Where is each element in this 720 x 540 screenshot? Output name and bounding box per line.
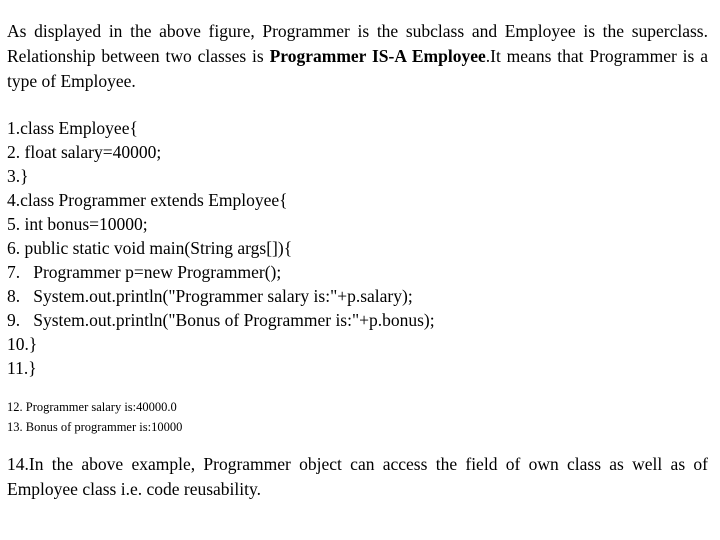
code-line: 9. System.out.println("Bonus of Programmer is:"+p.bonus);: [7, 310, 435, 330]
intro-paragraph: [7, 19, 708, 94]
code-line: 6. public static void main(String args[]){: [7, 238, 293, 258]
code-line: 2. float salary=40000;: [7, 142, 162, 162]
code-line: 1.class Employee{: [7, 118, 138, 138]
code-line: 4.class Programmer extends Employee{: [7, 190, 288, 210]
code-line: 10.}: [7, 334, 38, 354]
output-line: 12. Programmer salary is:40000.0: [7, 400, 177, 414]
closing-paragraph: 14.In the above example, Programmer object can access the field of own class as well as of Employee class i.e. code reusability.: [7, 454, 708, 499]
document-page: [7, 19, 708, 502]
code-line: 5. int bonus=10000;: [7, 214, 148, 234]
code-line: 8. System.out.println("Programmer salary is:"+p.salary);: [7, 286, 413, 306]
intro-text-start: As displayed in the above figure, Programmer is the subclass and Employee is the superclass. Relationship between two classes is: [7, 21, 708, 66]
code-line: 3.}: [7, 166, 29, 186]
program-output: [7, 397, 708, 437]
code-line: 11.}: [7, 358, 37, 378]
code-line: 7. Programmer p=new Programmer();: [7, 262, 282, 282]
is-a-relationship: Programmer IS-A Employee: [269, 46, 486, 66]
output-line: 13. Bonus of programmer is:10000: [7, 420, 183, 434]
code-listing: [7, 116, 708, 380]
intro-text-end: .It means that Programmer is a type of Employee.: [7, 46, 708, 91]
